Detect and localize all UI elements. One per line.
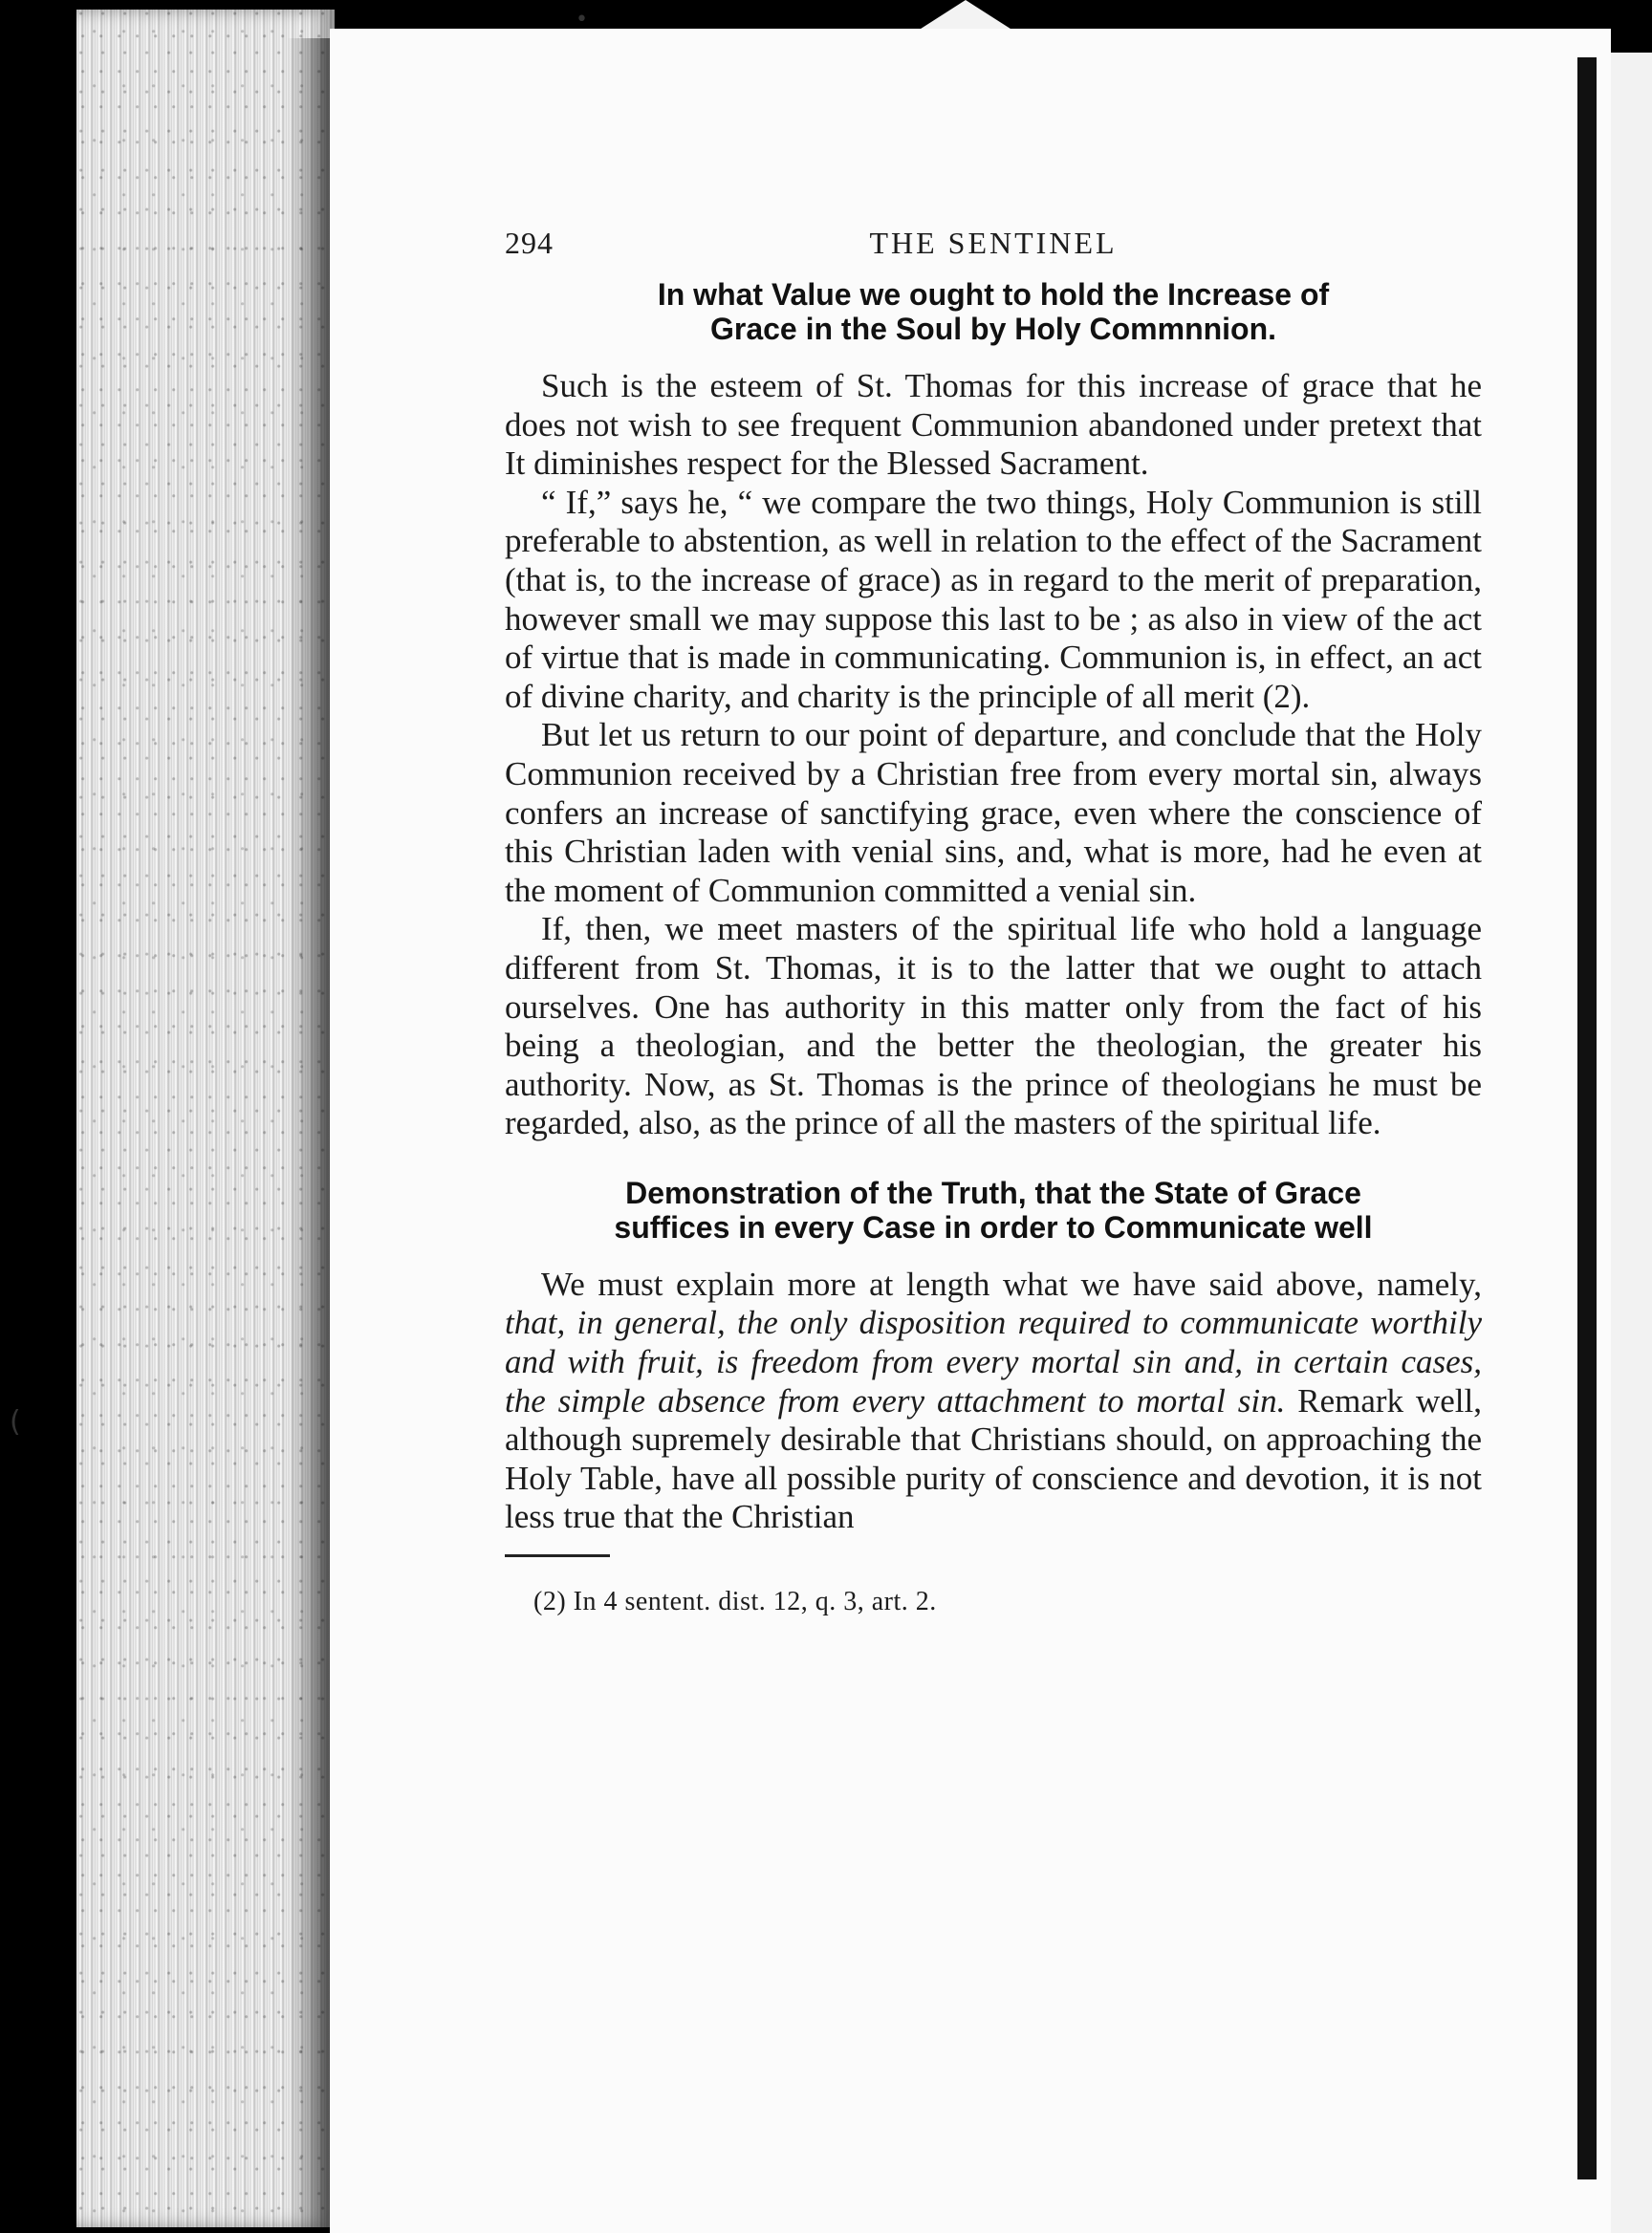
footnote: (2) In 4 sentent. dist. 12, q. 3, art. 2. [533,1587,937,1617]
footnote-rule [505,1554,610,1557]
facing-page-edge [1577,57,1597,2179]
spine-shadow [287,38,333,2233]
heading-line: In what Value we ought to hold the Increase of [657,277,1330,312]
paragraph-text: We must explain more at length what we have said above, namely, [541,1265,1482,1303]
section-heading-2 [505,1176,1482,1245]
heading-line: Grace in the Soul by Holy Commnnion. [709,312,1277,346]
paragraph [505,1266,1482,1537]
text-block [505,226,1482,1618]
scan-speck: • [576,8,588,32]
heading-line: Demonstration of the Truth, that the State of Grace [625,1175,1361,1210]
heading-line: suffices in every Case in order to Communicate well [614,1209,1373,1245]
running-title: THE SENTINEL [869,226,1118,260]
paragraph: “ If,” says he, “ we compare the two things, Holy Communion is still preferable to abstention, as well in relation to the effect of the Sacrament (that is, to the increase of grace) as in regard to the merit of preparation, however small we may suppose this last to be ; as also in view of the act of virtue that is made in communicating. Communion is, in effect, an act of divine charity, and charity is the principle of all merit (2). [505,483,1482,715]
paragraph: If, then, we meet masters of the spiritual life who hold a language different from St. Thomas, it is to the latter that we ought to attach ourselves. One has authority in this matter only from the fact of his being a theologian, and the better the theologian, the greater his authority. Now, as St. Thomas is the prince of theologians he must be regarded, also, as the prince of all the masters of the spiritual life. [505,910,1482,1142]
right-margin [1611,53,1652,2233]
running-head [505,226,1482,266]
paragraph: But let us return to our point of departure, and conclude that the Holy Communion received by a Christian free from every mortal sin, always confers an increase of sanctifying grace, even where the conscience of this Christian laden with venial sins, and, what is more, had he even at the moment of Communion committed a venial sin. [505,716,1482,909]
italic-passage: that, in general, the only disposition required to communicate worthily and with fruit, is freedom from every mortal sin and, in certain cases, the simple absence from every attachment to mortal sin. [505,1304,1482,1420]
paragraph-text: Remark well, although supremely desirable that Christians should, on approaching the Holy Table, have all possible purity of conscience and devotion, it is not less true that the Christian [505,1381,1482,1536]
paragraph: Such is the esteem of St. Thomas for this increase of grace that he does not wish to see frequent Communion abandoned under pretext that It diminishes respect for the Blessed Sacrament. [505,367,1482,483]
bookmark-tab [918,0,1013,31]
page-number: 294 [505,226,554,260]
margin-mark: ( [10,1405,21,1439]
section-heading-1 [505,277,1482,346]
